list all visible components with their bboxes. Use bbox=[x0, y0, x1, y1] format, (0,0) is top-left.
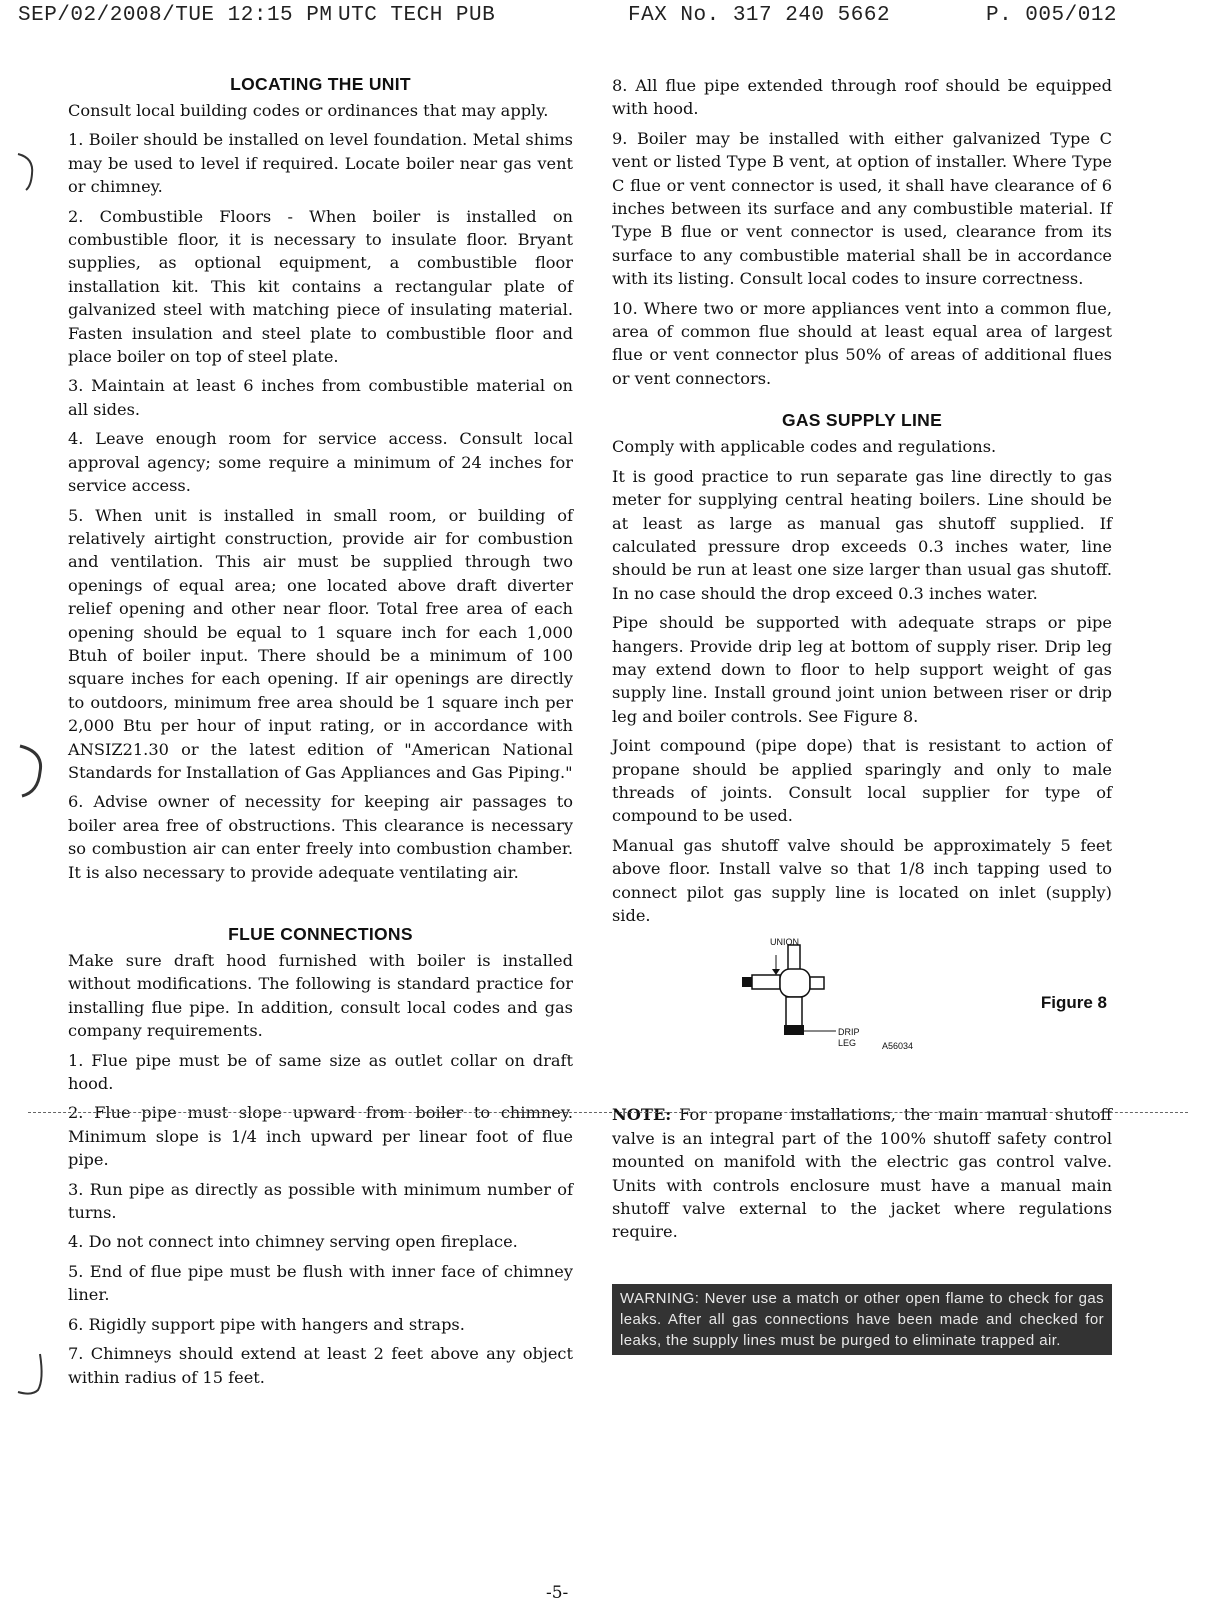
flue-item: 5. End of flue pipe must be flush with inner face of chimney liner. bbox=[68, 1261, 573, 1305]
flue-item: 2. Flue pipe must slope upward from boiler to chimney. Minimum slope is 1/4 inch upward per linear foot of flue pipe. bbox=[68, 1103, 573, 1170]
flue-item: 6. Rigidly support pipe with hangers and straps. bbox=[68, 1314, 465, 1334]
margin-mark-icon bbox=[14, 1350, 48, 1400]
figure-8 bbox=[592, 935, 1182, 1085]
locating-heading: LOCATING THE UNIT bbox=[230, 74, 411, 94]
gas-paragraph: Manual gas shutoff valve should be approximately 5 feet above floor. Install valve so that 1/8 inch tapping used to connect pilot gas supply line is located on inlet (supply) side. bbox=[612, 835, 1112, 925]
flue-item: 3. Run pipe as directly as possible with minimum number of turns. bbox=[68, 1179, 573, 1223]
figure-divider bbox=[28, 1112, 1188, 1113]
flue-heading: FLUE CONNECTIONS bbox=[228, 924, 413, 944]
locating-item: 6. Advise owner of necessity for keeping air passages to boiler area free of obstructions. This clearance is necessary so combustion air can enter freely into combustion chamber. It is also necessary to provide adequate ventilating air. bbox=[68, 792, 573, 882]
fax-page: P. 005/012 bbox=[986, 4, 1118, 27]
gas-paragraph: Joint compound (pipe dope) that is resistant to action of propane should be applied sparingly and only to male threads of joints. Consult local supplier for type of compound to be used. bbox=[612, 736, 1112, 826]
fax-number: FAX No. 317 240 5662 bbox=[628, 4, 891, 27]
flue-item: 4. Do not connect into chimney serving open fireplace. bbox=[68, 1232, 518, 1252]
warning-box: WARNING: Never use a match or other open flame to check for gas leaks. After all gas connections have been made and checked for leaks, the supply lines must be purged to eliminate trapped air. bbox=[612, 1284, 1112, 1355]
flue-item: 7. Chimneys should extend at least 2 feet above any object within radius of 15 feet. bbox=[68, 1344, 573, 1387]
locating-item: 2. Combustible Floors - When boiler is installed on combustible floor, it is necessary to insulate floor. Bryant supplies, as optional equipment, a combustible floor installation kit. This kit contains a rectangular plate of galvanized steel with matching piece of insulating material. Fasten insulation and steel plate to combustible floor and place boiler on top of steel plate. bbox=[68, 206, 573, 367]
locating-item: 1. Boiler should be installed on level foundation. Metal shims may be used to level if required. Locate boiler near gas vent or chimney. bbox=[68, 130, 573, 197]
gas-paragraph: Comply with applicable codes and regulations. bbox=[612, 437, 997, 457]
flue-item: 1. Flue pipe must be of same size as outlet collar on draft hood. bbox=[68, 1050, 573, 1094]
figure-label-drip: DRIP bbox=[838, 1027, 860, 1038]
flue-item: 10. Where two or more appliances vent into a common flue, area of common flue should at least equal area of largest flue or vent connector plus 50% of areas of additional flues or vent connectors. bbox=[612, 298, 1112, 388]
fax-datetime: SEP/02/2008/TUE 12:15 PM bbox=[18, 4, 333, 27]
figure-caption: Figure 8 bbox=[1040, 993, 1107, 1013]
figure-label-union: UNION bbox=[770, 937, 799, 948]
locating-item: 5. When unit is installed in small room, or building of relatively airtight construction, provide air for combustion and ventilation. This air must be supplied through two openings of equal area; one located above draft diverter relief opening and other near floor. Total free area of each opening should be equal to 1 square inch for each 1,000 Btuh of boiler input. There should be a minimum of 100 square inches for each opening. If air openings are directly to outdoors, minimum free area should be 1 square inch per 2,000 Btu per hour of input rating, or in accordance with ANSIZ21.30 or the latest edition of "American National Standards for Installation of Gas Appliances and Gas Piping." bbox=[68, 505, 573, 782]
page-number: -5- bbox=[546, 1583, 569, 1603]
figure-code: A56034 bbox=[882, 1041, 914, 1052]
gas-paragraph: Pipe should be supported with adequate straps or pipe hangers. Provide drip leg at bottom of supply riser. Drip leg may extend down to floor to help support weight of gas supply line. Install ground joint union between riser or drip leg and boiler controls. See Figure 8. bbox=[612, 613, 1112, 726]
left-column bbox=[68, 74, 573, 1395]
margin-mark-icon bbox=[14, 150, 38, 194]
locating-item: 3. Maintain at least 6 inches from combustible material on all sides. bbox=[68, 376, 573, 419]
gas-paragraph: It is good practice to run separate gas line directly to gas meter for supplying central heating boilers. Line should be at least as large as manual gas shutoff supplied. If calculated pressure drop exceeds 0.3 inches water, line should be run at least one size larger than usual gas shutoff. In no case should the drop exceed 0.3 inches water. bbox=[612, 466, 1112, 603]
gas-valve-diagram-icon bbox=[712, 935, 972, 1075]
figure-label-leg: LEG bbox=[838, 1038, 857, 1049]
locating-intro: Consult local building codes or ordinances that may apply. bbox=[68, 101, 549, 120]
gas-heading: GAS SUPPLY LINE bbox=[781, 410, 943, 431]
note-block bbox=[612, 1103, 1112, 1243]
margin-mark-icon bbox=[14, 742, 48, 802]
note-text: For propane installations, the main manual shutoff valve is an integral part of the 100% shutoff safety control mounted on manifold with the electric gas control valve. Units with controls enclosure must have a manual main shutoff valve external to the jacket where regulations require. bbox=[612, 1105, 1112, 1242]
note-label: NOTE: bbox=[612, 1105, 672, 1125]
flue-item: 8. All flue pipe extended through roof should be equipped with hood. bbox=[612, 76, 1112, 119]
fax-sender: UTC TECH PUB bbox=[338, 4, 496, 27]
locating-item: 4. Leave enough room for service access. Consult local approval agency; some require a minimum of 24 inches for service access. bbox=[68, 429, 573, 496]
flue-intro: Make sure draft hood furnished with boiler is installed without modifications. The following is standard practice for installing flue pipe. In addition, consult local codes and gas company requirements. bbox=[68, 951, 573, 1041]
flue-item: 9. Boiler may be installed with either galvanized Type C vent or listed Type B vent, at option of installer. Where Type C flue or vent connector is used, it shall have clearance of 6 inches between its surface and any combustible material. If Type B flue or vent connector is used, clearance from its surface to any combustible material shall be in accordance with its listing. Consult local codes to insure correctness. bbox=[612, 128, 1112, 289]
right-column bbox=[612, 74, 1112, 1355]
